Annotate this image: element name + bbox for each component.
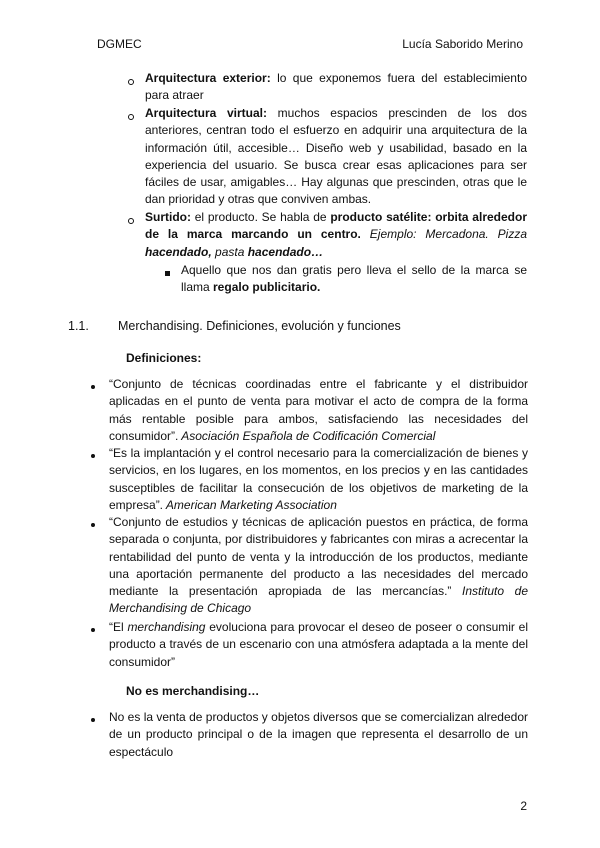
surtido-example-pasta: pasta bbox=[211, 244, 248, 259]
definition-text: “El bbox=[109, 620, 128, 634]
bullet-icon bbox=[91, 454, 95, 458]
header-left: DGMEC bbox=[97, 37, 142, 51]
definition-item bbox=[109, 514, 528, 618]
surtido-hacendado-2: hacendado… bbox=[247, 244, 324, 259]
surtido-item bbox=[145, 209, 527, 261]
producto-satelite-text: producto satélite: orbita alrededor de la marca marcando un centro. bbox=[145, 210, 527, 242]
surtido-hacendado-1: hacendado, bbox=[145, 244, 212, 259]
definition-item bbox=[109, 445, 528, 514]
circle-bullet-icon bbox=[128, 114, 134, 120]
no-es-merchandising-item: No es la venta de productos y objetos diversos que se comercializan alrededor de un producto principal o de la imagen que representa el desarrollo de un espectáculo bbox=[109, 710, 528, 759]
definiciones-heading: Definiciones: bbox=[126, 351, 202, 365]
arquitectura-exterior-label: Arquitectura exterior: bbox=[145, 71, 271, 85]
circle-bullet-icon bbox=[128, 218, 134, 224]
surtido-label: Surtido: bbox=[145, 210, 191, 224]
page-number: 2 bbox=[520, 799, 527, 813]
bullet-icon bbox=[91, 385, 95, 389]
arquitectura-virtual-label: Arquitectura virtual: bbox=[145, 106, 267, 120]
bullet-icon bbox=[91, 523, 95, 527]
arquitectura-virtual-item bbox=[145, 105, 527, 209]
definition-item bbox=[109, 619, 528, 671]
bullet-icon bbox=[91, 718, 95, 722]
section-title: Merchandising. Definiciones, evolución y funciones bbox=[118, 319, 401, 333]
surtido-text: el producto. Se habla de bbox=[191, 210, 331, 224]
arquitectura-virtual-text: muchos espacios prescinden de los dos anteriores, centran todo el esfuerzo en adquirir una arquitectura de la información útil, accesible… Diseño web y usabilidad, basado en la experiencia del usuario. Se busca crear esas aplicaciones para ser fáciles de usar, amigables… Hay algunas que prescinden, otras que le dan prioridad y otras que conviven ambas. bbox=[145, 106, 527, 207]
circle-bullet-icon bbox=[128, 79, 134, 85]
definition-item bbox=[109, 376, 528, 445]
definition-source: Asociación Española de Codificación Comercial bbox=[178, 428, 436, 443]
definition-text: “Conjunto de técnicas coordinadas entre el fabricante y el distribuidor aplicadas en el punto de venta para motivar el acto de compra de la forma más rentable posible para ambos, satisfaciendo las necesidades del consumidor”. bbox=[109, 377, 528, 443]
definition-text: “Es la implantación y el control necesario para la comercialización de bienes y servicios, en los lugares, en los momentos, en los precios y en las cantidades susceptibles de facilitar la consecución de los objetivos de marketing de la empresa”. bbox=[109, 446, 528, 512]
regalo-publicitario-term: regalo publicitario. bbox=[213, 280, 321, 295]
definition-text: “Conjunto de estudios y técnicas de aplicación puestos en práctica, de forma separada o conjunta, por distribuidores y fabricantes con miras a acrecentar la rentabilidad del punto de venta y la introducción de los productos, mediante una aportación permanente del producto a las necesidades del mercado mediante la presentación apropiada de las mercancías.” bbox=[109, 515, 528, 599]
section-number: 1.1. bbox=[68, 319, 89, 333]
regalo-publicitario-item bbox=[181, 262, 527, 297]
arquitectura-exterior-item bbox=[145, 70, 527, 105]
regalo-text: Aquello que nos dan gratis pero lleva el sello de la marca se llama bbox=[181, 263, 527, 295]
definition-text-rest: evoluciona para provocar el deseo de poseer o consumir el producto a través de un escenario con una atmósfera adaptada a la mente del consumidor” bbox=[109, 620, 529, 669]
definition-source: Instituto de Merchandising de Chicago bbox=[109, 584, 528, 616]
definition-source: American Marketing Association bbox=[163, 497, 337, 512]
header-right: Lucía Saborido Merino bbox=[402, 37, 523, 51]
arquitectura-exterior-text: lo que exponemos fuera del establecimiento para atraer bbox=[145, 71, 527, 103]
square-bullet-icon bbox=[165, 271, 170, 276]
surtido-example: Ejemplo: Mercadona. Pizza bbox=[360, 227, 528, 242]
bullet-icon bbox=[91, 628, 95, 632]
no-es-merchandising-heading: No es merchandising… bbox=[126, 684, 260, 698]
merchandising-term: merchandising bbox=[127, 620, 206, 634]
